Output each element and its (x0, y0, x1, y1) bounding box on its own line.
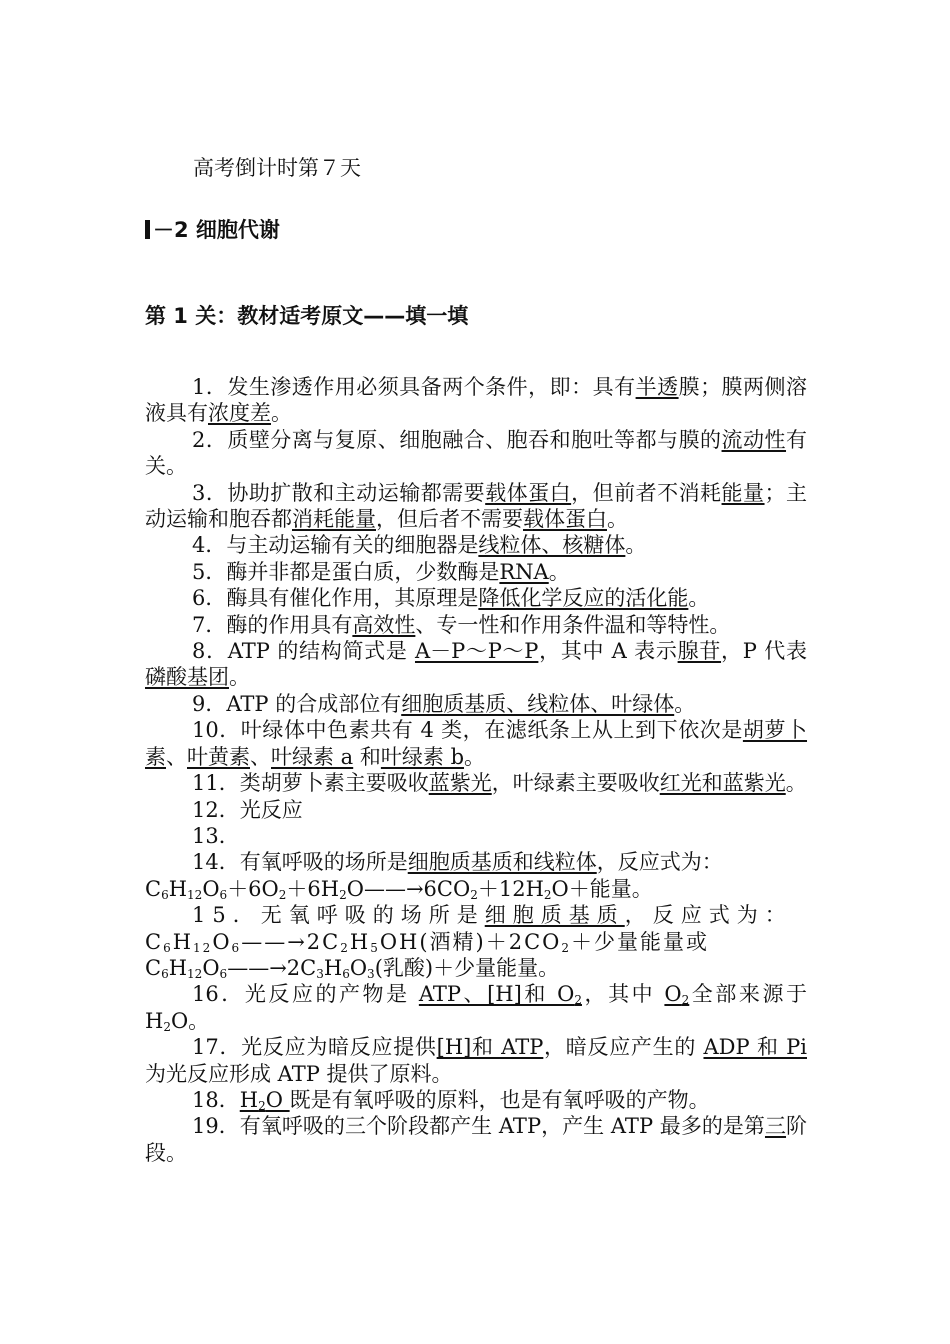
answer-blank: 细胞质基质 (484, 903, 625, 928)
answer-blank: 半透 (635, 375, 679, 399)
list-item: 18．$H_2O$ 既是有氧呼吸的原料，也是有氧呼吸的产物。 (192, 1087, 710, 1113)
list-item: 12．光反应 (192, 797, 303, 822)
answer-blank: 消耗能量 (292, 507, 376, 532)
answer-blank: 胡萝卜素 (145, 718, 808, 769)
answer-blank: 腺苷 (677, 639, 722, 664)
answer-blank: 载体蛋白 (523, 507, 607, 532)
section-title (145, 214, 280, 244)
section-title-text: －2 细胞代谢 (153, 218, 280, 242)
answer-blank: 高效性 (352, 612, 416, 637)
answer-blank: 叶绿素 b (380, 744, 465, 769)
answer-blank: RNA (499, 559, 549, 584)
list-item: 9．ATP 的合成部位有细胞质基质、线粒体、叶绿体。 (192, 691, 696, 716)
answer-blank: [H]和 ATP (436, 1035, 544, 1060)
list-item: 1．发生渗透作用必须具备两个条件，即：具有半透膜；膜两侧溶液具有浓度差。 (145, 375, 808, 426)
section-bar-icon (145, 220, 150, 239)
equation-anaerobic-alcohol: $C_6H_{12}O_6——\to 2C_2H_5OH$(酒精)$+2CO_2+$少量能量或 (145, 929, 710, 955)
list-item: 6．酶具有催化作用，其原理是降低化学反应的活化能。 (192, 586, 710, 611)
answer-blank: 三 (764, 1114, 787, 1139)
answer-blank: 叶绿素 a (271, 744, 354, 769)
list-item: 17．光反应为暗反应提供[H]和 ATP，暗反应产生的 ADP 和 Pi 为光反应形成 ATP 提供了原料。 (145, 1035, 807, 1086)
answer-blank: 细胞质基质和线粒体 (407, 850, 597, 875)
list-item: 4．与主动运输有关的细胞器是线粒体、核糖体。 (192, 533, 647, 558)
answer-blank: ADP 和 Pi (703, 1035, 807, 1060)
answer-blank: 降低化学反应的活化能 (478, 586, 689, 611)
equation-anaerobic-lactic: $C_6H_{12}O_6——\to 2C_3H_6O_3$(乳酸)＋少量能量。 (145, 955, 560, 981)
list-item: 16．光反应的产物是 ATP、[H]和 $O_2$，其中 $O_2$全部来源于 $H_2O$。 (145, 982, 807, 1034)
answer-blank: 叶黄素 (187, 744, 250, 769)
list-item: 15．无氧呼吸的场所是细胞质基质，反应式为： (192, 903, 793, 928)
answer-blank: 磷酸基团 (145, 665, 229, 690)
countdown-heading: 高考倒计时第７天 (193, 156, 361, 180)
answer-blank: 线粒体、核糖体 (478, 533, 626, 558)
list-item: 19．有氧呼吸的三个阶段都产生 ATP，产生 ATP 最多的是第三阶段。 (145, 1114, 808, 1165)
list-item: 11．类胡萝卜素主要吸收蓝紫光，叶绿素主要吸收红光和蓝紫光。 (192, 771, 807, 796)
answer-blank: 细胞质基质、线粒体、叶绿体 (401, 691, 675, 716)
list-item: 7．酶的作用具有高效性、专一性和作用条件温和等特性。 (192, 612, 731, 637)
answer-blank: 载体蛋白 (485, 480, 572, 505)
answer-blank: 蓝紫光 (428, 771, 492, 796)
answer-blank: 流动性 (721, 427, 787, 452)
answer-blank: A－P～P～P (414, 639, 539, 664)
list-item: 13． (192, 823, 240, 848)
list-item: 3．协助扩散和主动运输都需要载体蛋白，但前者不消耗能量；主动运输和胞吞都消耗能量，但后者不需要载体蛋白。 (145, 480, 808, 532)
answer-blank: $O_2$ (664, 982, 690, 1008)
part-title: 第 1 关：教材适考原文——填一填 (145, 304, 469, 328)
fill-in-list (145, 374, 807, 1166)
equation-aerobic: $C_6H_{12}O_6+6O_2+6H_2O——\to 6CO_2+12H_2O+$能量。 (145, 876, 653, 902)
list-item: 8．ATP 的结构简式是 A－P～P～P，其中 A 表示腺苷，P 代表磷酸基团。 (145, 639, 807, 690)
answer-blank: 能量 (721, 480, 765, 505)
answer-blank: ATP、[H]和 $O_2$ (418, 982, 582, 1008)
list-item: 2．质壁分离与复原、细胞融合、胞吞和胞吐等都与膜的流动性有关。 (145, 427, 808, 479)
answer-blank: 浓度差 (208, 401, 271, 426)
list-item: 14．有氧呼吸的场所是细胞质基质和线粒体，反应式为： (192, 850, 723, 875)
list-item: 10．叶绿体中色素共有 4 类，在滤纸条上从上到下依次是胡萝卜素、叶黄素、叶绿素 a 和叶绿素 b。 (145, 718, 808, 769)
answer-blank: 红光和蓝紫光 (659, 771, 786, 796)
answer-blank: $H_2O$ (239, 1087, 290, 1113)
list-item: 5．酶并非都是蛋白质，少数酶是RNA。 (192, 559, 570, 584)
